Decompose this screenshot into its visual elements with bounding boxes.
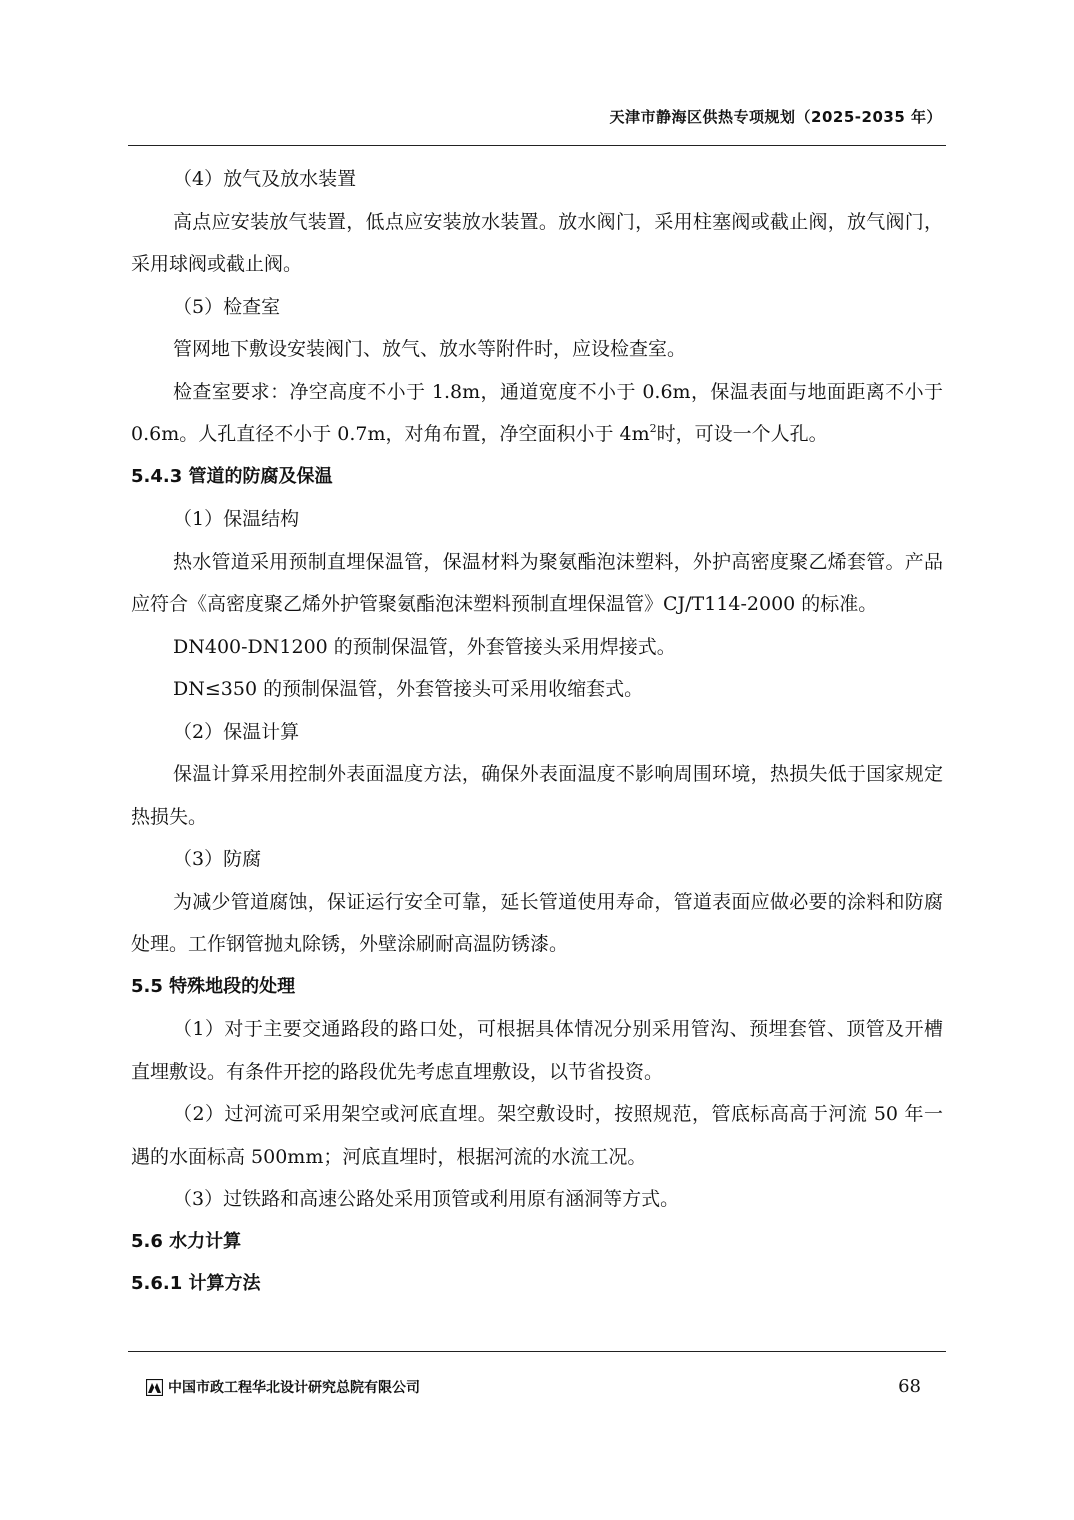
section-heading-5-4-3: 5.4.3 管道的防腐及保温	[131, 465, 333, 487]
inspection-requirements-text: 检查室要求：净空高度不小于 1.8m，通道宽度不小于 0.6m，保温表面与地面距离不小于 0.6m。人孔直径不小于 0.7m，对角布置，净空面积小于 4m	[131, 380, 943, 445]
organization-name: 中国市政工程华北设计研究总院有限公司	[168, 1380, 420, 1396]
paragraph-insulation-structure: 热水管道采用预制直埋保温管，保温材料为聚氨酯泡沫塑料，外护高密度聚乙烯套管。产品应符合《高密度聚乙烯外护管聚氨酯泡沫塑料预制直埋保温管》CJ/T114-2000 的标准。	[131, 550, 943, 615]
section-heading-5-6: 5.6 水力计算	[131, 1230, 242, 1252]
section-heading-5-5: 5.5 特殊地段的处理	[131, 975, 296, 997]
subsection-heading-anticorrosion: （3）防腐	[173, 848, 262, 870]
paragraph-insulation-calc: 保温计算采用控制外表面温度方法，确保外表面温度不影响周围环境，热损失低于国家规定热损失。	[131, 763, 943, 828]
paragraph-traffic-crossing: （1）对于主要交通路段的路口处，可根据具体情况分别采用管沟、预埋套管、顶管及开槽直埋敷设。有条件开挖的路段优先考虑直埋敷设，以节省投资。	[131, 1018, 943, 1083]
header-divider	[128, 145, 946, 146]
subsection-heading-inspection-chamber: （5）检查室	[173, 295, 281, 318]
company-logo-icon	[146, 1379, 163, 1396]
subsection-heading-vent-drain: （4）放气及放水装置	[173, 168, 357, 190]
paragraph-anticorrosion: 为减少管道腐蚀，保证运行安全可靠，延长管道使用寿命，管道表面应做必要的涂料和防腐处理。工作钢管抛丸除锈，外壁涂刷耐高温防锈漆。	[131, 890, 943, 955]
paragraph-dn400-dn1200: DN400-DN1200 的预制保温管，外套管接头采用焊接式。	[173, 635, 676, 658]
superscript: 2	[649, 422, 657, 435]
section-heading-5-6-1: 5.6.1 计算方法	[131, 1273, 261, 1294]
paragraph-dn350: DN≤350 的预制保温管，外套管接头可采用收缩套式。	[173, 678, 644, 700]
page-footer	[146, 1377, 420, 1397]
subsection-heading-insulation-structure: （1）保温结构	[173, 508, 300, 530]
paragraph-inspection-chamber: 管网地下敷设安装阀门、放气、放水等附件时，应设检查室。	[173, 338, 687, 360]
document-title: 天津市静海区供热专项规划（2025-2035 年）	[609, 108, 942, 126]
paragraph-inspection-requirements	[131, 371, 943, 456]
paragraph-rail-crossing: （3）过铁路和高速公路处采用顶管或利用原有涵洞等方式。	[173, 1188, 680, 1210]
page-body	[131, 158, 943, 1306]
subsection-heading-insulation-calc: （2）保温计算	[173, 720, 300, 743]
footer-divider	[128, 1351, 946, 1352]
paragraph-river-crossing: （2）过河流可采用架空或河底直埋。架空敷设时，按照规范，管底标高高于河流 50 年一遇的水面标高 500mm；河底直埋时，根据河流的水流工况。	[131, 1103, 943, 1168]
page-number: 68	[898, 1376, 921, 1397]
paragraph-vent-drain: 高点应安装放气装置，低点应安装放水装置。放水阀门，采用柱塞阀或截止阀，放气阀门，采用球阀或截止阀。	[131, 210, 943, 275]
inspection-requirements-text-end: 时，可设一个人孔。	[656, 423, 828, 445]
